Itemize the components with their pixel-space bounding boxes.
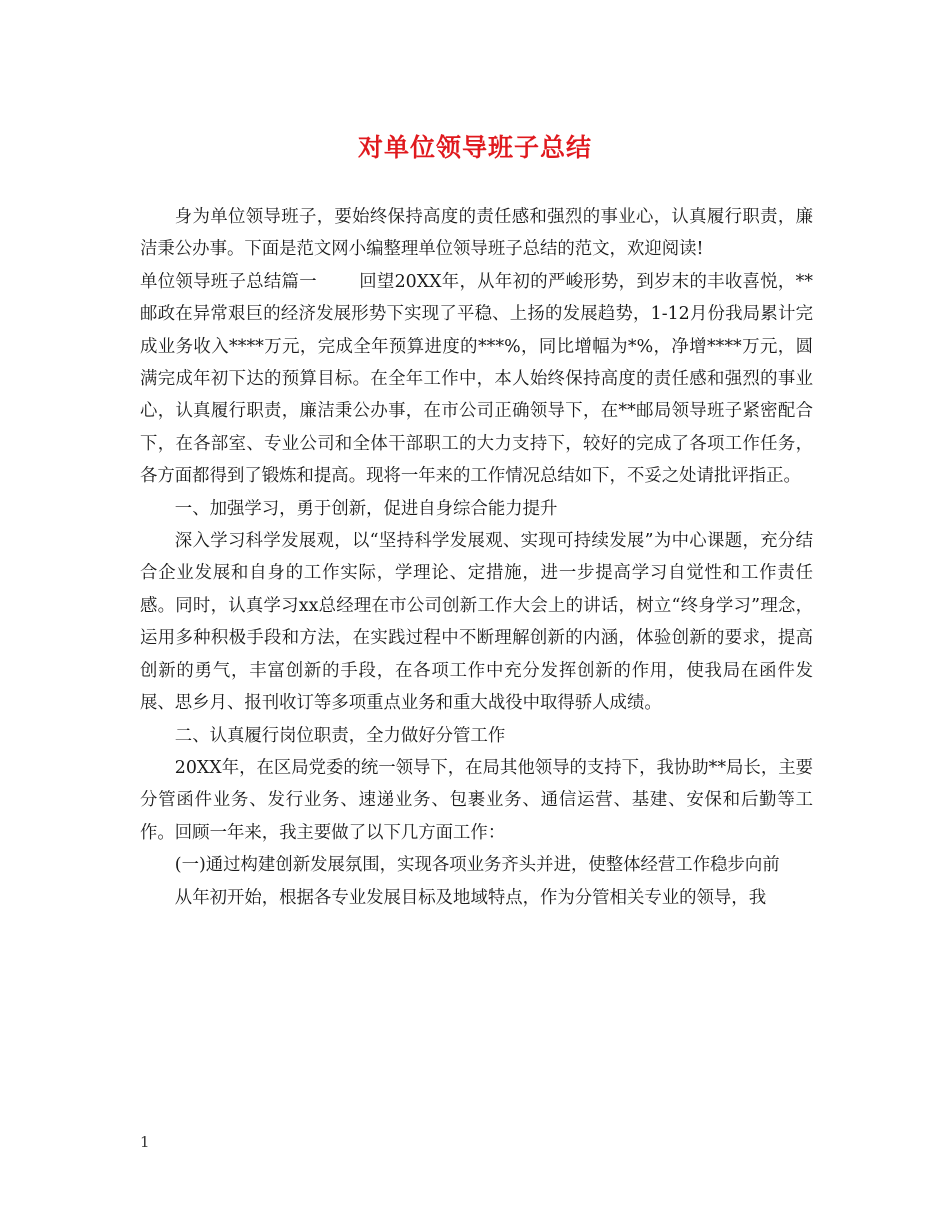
- document-body: [140, 201, 813, 914]
- subsection-body-1: 从年初开始，根据各专业发展目标及地域特点，作为分管相关专业的领导，我: [174, 887, 767, 908]
- article-opening-paragraph: [140, 266, 813, 493]
- article-label: 单位领导班子总结篇一: [140, 271, 317, 292]
- section-heading-1: 一、加强学习，勇于创新，促进自身综合能力提升: [174, 498, 558, 519]
- page-number: 1: [140, 1133, 150, 1151]
- subsection-heading-1: (一)通过构建创新发展氛围，实现各项业务齐头并进，使整体经营工作稳步向前: [174, 855, 780, 876]
- intro-paragraph: 身为单位领导班子，要始终保持高度的责任感和强烈的事业心，认真履行职责，廉洁秉公办事。下面是范文网小编整理单位领导班子总结的范文，欢迎阅读!: [140, 207, 813, 260]
- document-title: 对单位领导班子总结: [357, 133, 592, 162]
- article-opening-text: 回望20XX年，从年初的严峻形势，到岁末的丰收喜悦，**邮政在异常艰巨的经济发展形势下实现了平稳、上扬的发展趋势，1-12月份我局累计完成业务收入****万元，完成全年预算进度的***%，同比增幅为*%，净增****万元，圆满完成年初下达的预算目标。在全年工作中，本人始终保持高度的责任感和强烈的事业心，认真履行职责，廉洁秉公办事，在市公司正确领导下，在**邮局领导班子紧密配合下，在各部室、专业公司和全体干部职工的大力支持下，较好的完成了各项工作任务，各方面都得到了锻炼和提高。现将一年来的工作情况总结如下，不妥之处请批评指正。: [140, 271, 813, 487]
- section-body-2: 20XX年，在区局党委的统一领导下，在局其他领导的支持下，我协助**局长，主要分管函件业务、发行业务、速递业务、包裹业务、通信运营、基建、安保和后勤等工作。回顾一年来，我主要做了以下几方面工作：: [140, 757, 813, 843]
- section-body-1: 深入学习科学发展观，以“坚持科学发展观、实现可持续发展”为中心课题，充分结合企业发展和自身的工作实际，学理论、定措施，进一步提高学习自觉性和工作责任感。同时，认真学习xx总经理在市公司创新工作大会上的讲话，树立“终身学习”理念，运用多种积极手段和方法，在实践过程中不断理解创新的内涵，体验创新的要求，提高创新的勇气，丰富创新的手段，在各项工作中充分发挥创新的作用，使我局在函件发展、思乡月、报刊收订等多项重点业务和重大战役中取得骄人成绩。: [140, 531, 813, 714]
- section-heading-2: 二、认真履行岗位职责，全力做好分管工作: [174, 725, 506, 746]
